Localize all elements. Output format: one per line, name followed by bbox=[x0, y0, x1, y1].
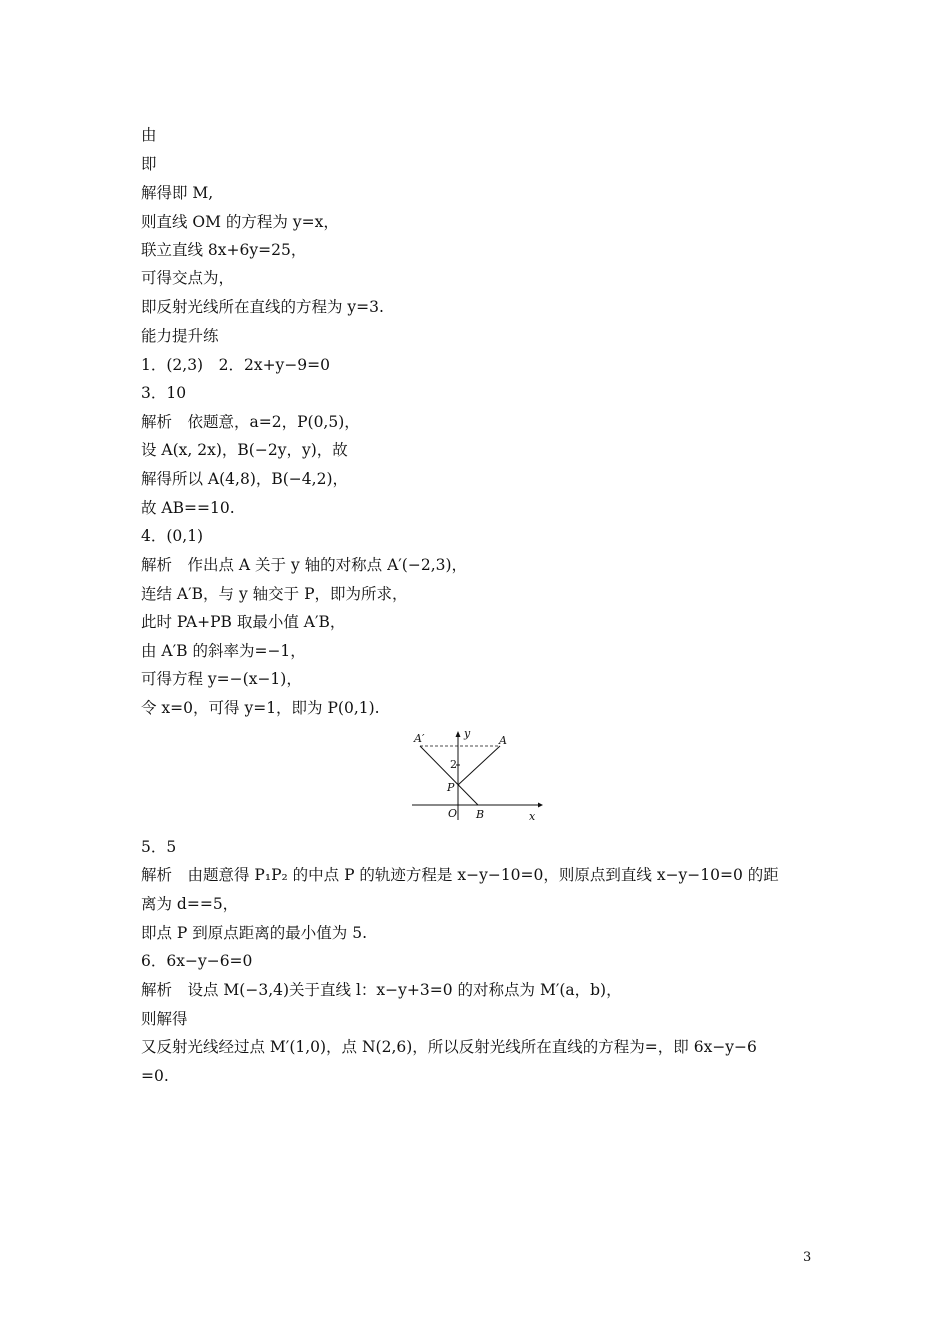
text-line: 即 bbox=[141, 155, 157, 173]
text-line: 令 x=0，可得 y=1，即为 P(0,1). bbox=[141, 699, 380, 717]
label-b: B bbox=[476, 808, 485, 821]
label-a-prime: A′ bbox=[414, 732, 425, 745]
text-line: 此时 PA+PB 取最小值 A′B， bbox=[141, 613, 346, 631]
text-line: 即点 P 到原点距离的最小值为 5. bbox=[141, 924, 367, 942]
text-line: 又反射光线经过点 M′(1,0)，点 N(2,6)，所以反射光线所在直线的方程为=，即 6x−y−6 bbox=[141, 1038, 757, 1056]
text-line: 解析 由题意得 P₁P₂ 的中点 P 的轨迹方程是 x−y−10=0，则原点到直线 x−y−10=0 的距 bbox=[141, 866, 779, 884]
answer-line: 1．(2,3) 2．2x+y−9=0 bbox=[141, 356, 331, 374]
y-axis-arrow bbox=[456, 731, 461, 737]
text-line: 解析 作出点 A 关于 y 轴的对称点 A′(−2,3)， bbox=[141, 556, 468, 574]
label-y-axis: y bbox=[464, 727, 471, 740]
answer-line: 3．10 bbox=[141, 384, 187, 402]
text-line: 离为 d==5， bbox=[141, 895, 239, 913]
text-line: 解析 依题意，a=2，P(0,5)， bbox=[141, 413, 360, 431]
text-line: 解析 设点 M(−3,4)关于直线 l：x−y+3=0 的对称点为 M′(a，b)， bbox=[141, 981, 622, 999]
section-heading: 能力提升练 bbox=[141, 327, 219, 345]
x-axis-arrow bbox=[538, 803, 543, 808]
label-origin: O bbox=[448, 807, 458, 820]
text-line: =0. bbox=[141, 1067, 169, 1085]
text-line: 即反射光线所在直线的方程为 y=3. bbox=[141, 298, 384, 316]
text-line: 解得即 M, bbox=[141, 184, 214, 202]
text-line: 则直线 OM 的方程为 y=x， bbox=[141, 213, 339, 231]
page-number: 3 bbox=[803, 1250, 812, 1265]
label-x-axis: x bbox=[529, 810, 536, 823]
text-line: 联立直线 8x+6y=25， bbox=[141, 241, 307, 259]
label-a: A bbox=[499, 734, 507, 747]
text-line: 可得交点为， bbox=[141, 269, 235, 287]
reflection-diagram bbox=[410, 728, 545, 828]
text-line: 解得所以 A(4,8)，B(−4,2)， bbox=[141, 470, 348, 488]
label-two: 2 bbox=[450, 758, 457, 771]
text-line: 故 AB==10. bbox=[141, 499, 235, 517]
text-line: 则解得 bbox=[141, 1010, 188, 1028]
text-line: 可得方程 y=−(x−1)， bbox=[141, 670, 302, 688]
label-p: P bbox=[447, 781, 455, 794]
text-line: 由 A′B 的斜率为=−1， bbox=[141, 642, 306, 660]
segment-a-prime-b bbox=[420, 746, 478, 805]
text-line: 连结 A′B，与 y 轴交于 P，即为所求， bbox=[141, 585, 408, 603]
answer-line: 5．5 bbox=[141, 838, 177, 856]
answer-line: 4．(0,1) bbox=[141, 527, 204, 545]
answer-line: 6．6x−y−6=0 bbox=[141, 952, 253, 970]
segment-p-a bbox=[458, 746, 500, 785]
text-line: 设 A(x, 2x)，B(−2y，y)，故 bbox=[141, 441, 348, 459]
text-line: 由 bbox=[141, 126, 157, 144]
